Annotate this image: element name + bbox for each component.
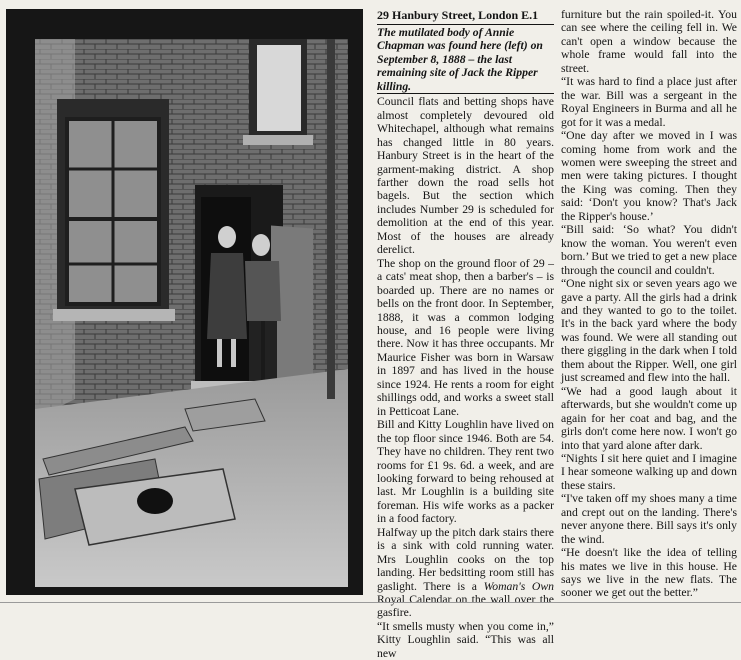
article-column-2 (561, 8, 737, 600)
photo-frame (6, 9, 363, 595)
paragraph: Council flats and betting shops have almost completely devoured old Whitechapel, although what remains has changed little in 80 years. Hanbury Street is in the heart of the garment-making district. A shop farther down the road sells hot bagels. But the section which includes Number 29 is scheduled for demolition at the end of this year. Most of the houses are already derelict. (377, 95, 554, 257)
paragraph: “I've taken off my shoes many a time and crept out on the landing. There's never anyone there. Bill says it's only the wind. (561, 492, 737, 546)
backyard-photograph (35, 39, 348, 587)
paragraph: “We had a good laugh about it afterwards, but she wouldn't come up again for her coat and bag, and the girls don't come here now. I won't go into that yard alone after dark. (561, 384, 737, 452)
paragraph: “It was hard to find a place just after the war. Bill was a sergeant in the Royal Engineers in Burma and all he got for it was a medal. (561, 75, 737, 129)
headline: 29 Hanbury Street, London E.1 (377, 8, 554, 25)
paragraph: “He doesn't like the idea of telling his mates we live in this house. He says we live in the new flats. The sooner we get out the better.” (561, 546, 737, 600)
paragraph: Bill and Kitty Loughlin have lived on the top floor since 1946. Both are 54. They have no children. They rent two rooms for £1 9s. 6d. a week, and are looking forward to being rehoused at last. Mr Loughlin is a building site foreman. His wife works as a packer in a food factory. (377, 418, 554, 526)
paragraph: “Bill said: ‘So what? You didn't know the woman. You weren't even born.’ But we tried to get a new place through the council and couldn't. (561, 223, 737, 277)
page-bottom-rule (0, 602, 741, 603)
paragraph (377, 526, 554, 620)
photo-caption: The mutilated body of Annie Chapman was found here (left) on September 8, 1888 – the last remaining site of Jack the Ripper killing. (377, 26, 543, 93)
paragraph: furniture but the rain spoiled-it. You can see where the ceiling fell in. We can't open a window because the whole frame would fall into the street. (561, 8, 737, 75)
text-run: Royal Calendar on the wall over the gasfire. (377, 593, 554, 620)
magazine-title: Woman's Own (483, 579, 554, 593)
text-run: Halfway up the pitch dark stairs there is a sink with cold running water. Mrs Loughlin cooks on the top landing. Her bedsitting room still has gaslight. There is a (377, 525, 554, 593)
paragraph: “It smells musty when you come in,” Kitty Loughlin said. “This was all new (377, 619, 554, 660)
paragraph: “Nights I sit here quiet and I imagine I hear someone walking up and down these stairs. (561, 451, 737, 492)
paragraph: “One day after we moved in I was coming home from work and the women were sweeping the street and men were taking pictures. I thought the King was coming. Then they said: ‘Don't you know? That's Jack the Ripper's house.’ (561, 129, 737, 223)
photo-illustration (35, 39, 348, 587)
paragraph: The shop on the ground floor of 29 – a cats' meat shop, then a barber's – is boarded up. There are no names or bells on the front door. In September, 1888, it was a common lodging house, and 16 people were living there. Now it has three occupants. Mr Maurice Fisher was born in Warsaw in 1897 and has lived in the house since 1924. He rents a room for eight shillings odd, and works a sweet stall in Petticoat Lane. (377, 256, 554, 418)
article-column-1 (377, 8, 554, 660)
paragraph: “One night six or seven years ago we gave a party. All the girls had a drink and they wanted to go to the toilet. It's in the back yard where the body was found. We were all standing out there giggling in the dark when I told them about the Ripper. Well, one girl just screamed and flew into the hall. (561, 277, 737, 385)
